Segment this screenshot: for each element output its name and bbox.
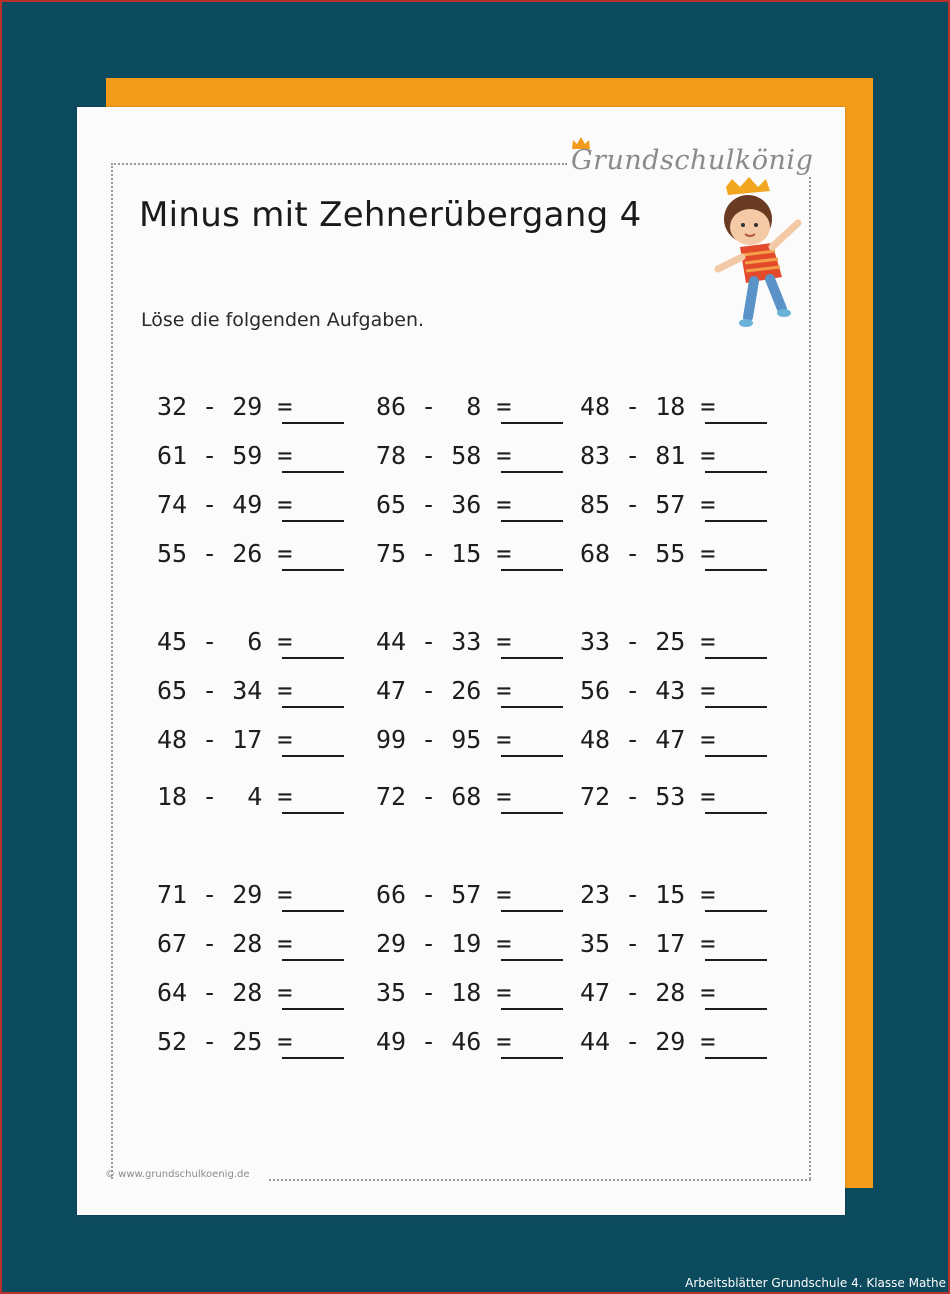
task-expression: 47 - 26 =: [376, 676, 512, 705]
subtraction-task: [580, 925, 780, 963]
subtraction-task: [376, 876, 576, 914]
task-expression: 56 - 43 =: [580, 676, 716, 705]
answer-blank[interactable]: [705, 520, 767, 522]
answer-blank[interactable]: [501, 1057, 563, 1059]
answer-blank[interactable]: [282, 812, 344, 814]
answer-blank[interactable]: [501, 657, 563, 659]
subtraction-task: [580, 974, 780, 1012]
task-expression: 68 - 55 =: [580, 539, 716, 568]
answer-blank[interactable]: [282, 706, 344, 708]
task-expression: 55 - 26 =: [157, 539, 293, 568]
answer-blank[interactable]: [705, 910, 767, 912]
answer-blank[interactable]: [705, 959, 767, 961]
subtraction-task: [580, 388, 780, 426]
answer-blank[interactable]: [705, 1008, 767, 1010]
subtraction-task: [157, 925, 357, 963]
dotted-border-right: [809, 177, 811, 1179]
answer-blank[interactable]: [705, 657, 767, 659]
subtraction-task: [580, 672, 780, 710]
king-mascot-illustration: [712, 177, 807, 337]
task-expression: 45 - 6 =: [157, 627, 293, 656]
task-expression: 44 - 29 =: [580, 1027, 716, 1056]
answer-blank[interactable]: [705, 755, 767, 757]
answer-blank[interactable]: [282, 1057, 344, 1059]
task-expression: 64 - 28 =: [157, 978, 293, 1007]
subtraction-task: [376, 1023, 576, 1061]
subtraction-task: [157, 778, 357, 816]
task-expression: 32 - 29 =: [157, 392, 293, 421]
answer-blank[interactable]: [501, 422, 563, 424]
task-expression: 35 - 17 =: [580, 929, 716, 958]
subtraction-task: [580, 1023, 780, 1061]
subtraction-task: [580, 535, 780, 573]
subtraction-task: [580, 778, 780, 816]
task-expression: 86 - 8 =: [376, 392, 512, 421]
task-expression: 33 - 25 =: [580, 627, 716, 656]
subtraction-task: [376, 535, 576, 573]
task-expression: 48 - 18 =: [580, 392, 716, 421]
task-expression: 83 - 81 =: [580, 441, 716, 470]
subtraction-task: [157, 437, 357, 475]
subtraction-task: [376, 925, 576, 963]
task-expression: 48 - 47 =: [580, 725, 716, 754]
task-expression: 61 - 59 =: [157, 441, 293, 470]
subtraction-task: [157, 623, 357, 661]
subtraction-task: [376, 388, 576, 426]
subtraction-task: [580, 437, 780, 475]
task-expression: 47 - 28 =: [580, 978, 716, 1007]
task-expression: 65 - 34 =: [157, 676, 293, 705]
dotted-border-bottom: [269, 1179, 811, 1181]
answer-blank[interactable]: [705, 569, 767, 571]
answer-blank[interactable]: [501, 959, 563, 961]
answer-blank[interactable]: [282, 471, 344, 473]
answer-blank[interactable]: [282, 569, 344, 571]
task-expression: 44 - 33 =: [376, 627, 512, 656]
answer-blank[interactable]: [705, 706, 767, 708]
task-expression: 71 - 29 =: [157, 880, 293, 909]
answer-blank[interactable]: [501, 471, 563, 473]
task-expression: 99 - 95 =: [376, 725, 512, 754]
subtraction-task: [157, 535, 357, 573]
subtraction-task: [376, 486, 576, 524]
task-expression: 72 - 68 =: [376, 782, 512, 811]
answer-blank[interactable]: [705, 471, 767, 473]
subtraction-task: [376, 778, 576, 816]
worksheet-title: Minus mit Zehnerübergang 4: [139, 195, 642, 235]
subtraction-task: [376, 437, 576, 475]
answer-blank[interactable]: [282, 910, 344, 912]
task-expression: 23 - 15 =: [580, 880, 716, 909]
subtraction-task: [157, 672, 357, 710]
answer-blank[interactable]: [282, 1008, 344, 1010]
subtraction-task: [376, 672, 576, 710]
task-expression: 35 - 18 =: [376, 978, 512, 1007]
dotted-border-left: [111, 163, 113, 1179]
task-expression: 85 - 57 =: [580, 490, 716, 519]
answer-blank[interactable]: [705, 812, 767, 814]
subtraction-task: [157, 721, 357, 759]
answer-blank[interactable]: [501, 706, 563, 708]
task-expression: 75 - 15 =: [376, 539, 512, 568]
subtraction-task: [157, 1023, 357, 1061]
task-expression: 49 - 46 =: [376, 1027, 512, 1056]
answer-blank[interactable]: [705, 422, 767, 424]
task-expression: 66 - 57 =: [376, 880, 512, 909]
worksheet-page: [77, 107, 845, 1215]
subtraction-task: [580, 721, 780, 759]
answer-blank[interactable]: [282, 422, 344, 424]
answer-blank[interactable]: [501, 569, 563, 571]
answer-blank[interactable]: [501, 755, 563, 757]
subtraction-task: [580, 623, 780, 661]
answer-blank[interactable]: [282, 657, 344, 659]
task-expression: 65 - 36 =: [376, 490, 512, 519]
answer-blank[interactable]: [705, 1057, 767, 1059]
subtraction-task: [580, 876, 780, 914]
subtraction-task: [376, 721, 576, 759]
subtraction-task: [157, 486, 357, 524]
task-expression: 52 - 25 =: [157, 1027, 293, 1056]
task-expression: 74 - 49 =: [157, 490, 293, 519]
worksheet-instruction: Löse die folgenden Aufgaben.: [141, 309, 425, 331]
subtraction-task: [157, 974, 357, 1012]
answer-blank[interactable]: [501, 1008, 563, 1010]
subtraction-task: [157, 876, 357, 914]
answer-blank[interactable]: [501, 910, 563, 912]
answer-blank[interactable]: [282, 520, 344, 522]
answer-blank[interactable]: [282, 755, 344, 757]
subtraction-task: [376, 974, 576, 1012]
task-expression: 72 - 53 =: [580, 782, 716, 811]
subtraction-task: [157, 388, 357, 426]
brand-logo: Grundschulkönig: [571, 145, 814, 176]
answer-blank[interactable]: [501, 812, 563, 814]
subtraction-task: [580, 486, 780, 524]
task-expression: 48 - 17 =: [157, 725, 293, 754]
task-expression: 78 - 58 =: [376, 441, 512, 470]
task-expression: 18 - 4 =: [157, 782, 293, 811]
footer-copyright: © www.grundschulkoenig.de: [105, 1169, 250, 1180]
image-caption: Arbeitsblätter Grundschule 4. Klasse Mathe: [685, 1276, 946, 1290]
answer-blank[interactable]: [501, 520, 563, 522]
task-expression: 67 - 28 =: [157, 929, 293, 958]
task-expression: 29 - 19 =: [376, 929, 512, 958]
answer-blank[interactable]: [282, 959, 344, 961]
dotted-border-top: [111, 163, 567, 165]
subtraction-task: [376, 623, 576, 661]
